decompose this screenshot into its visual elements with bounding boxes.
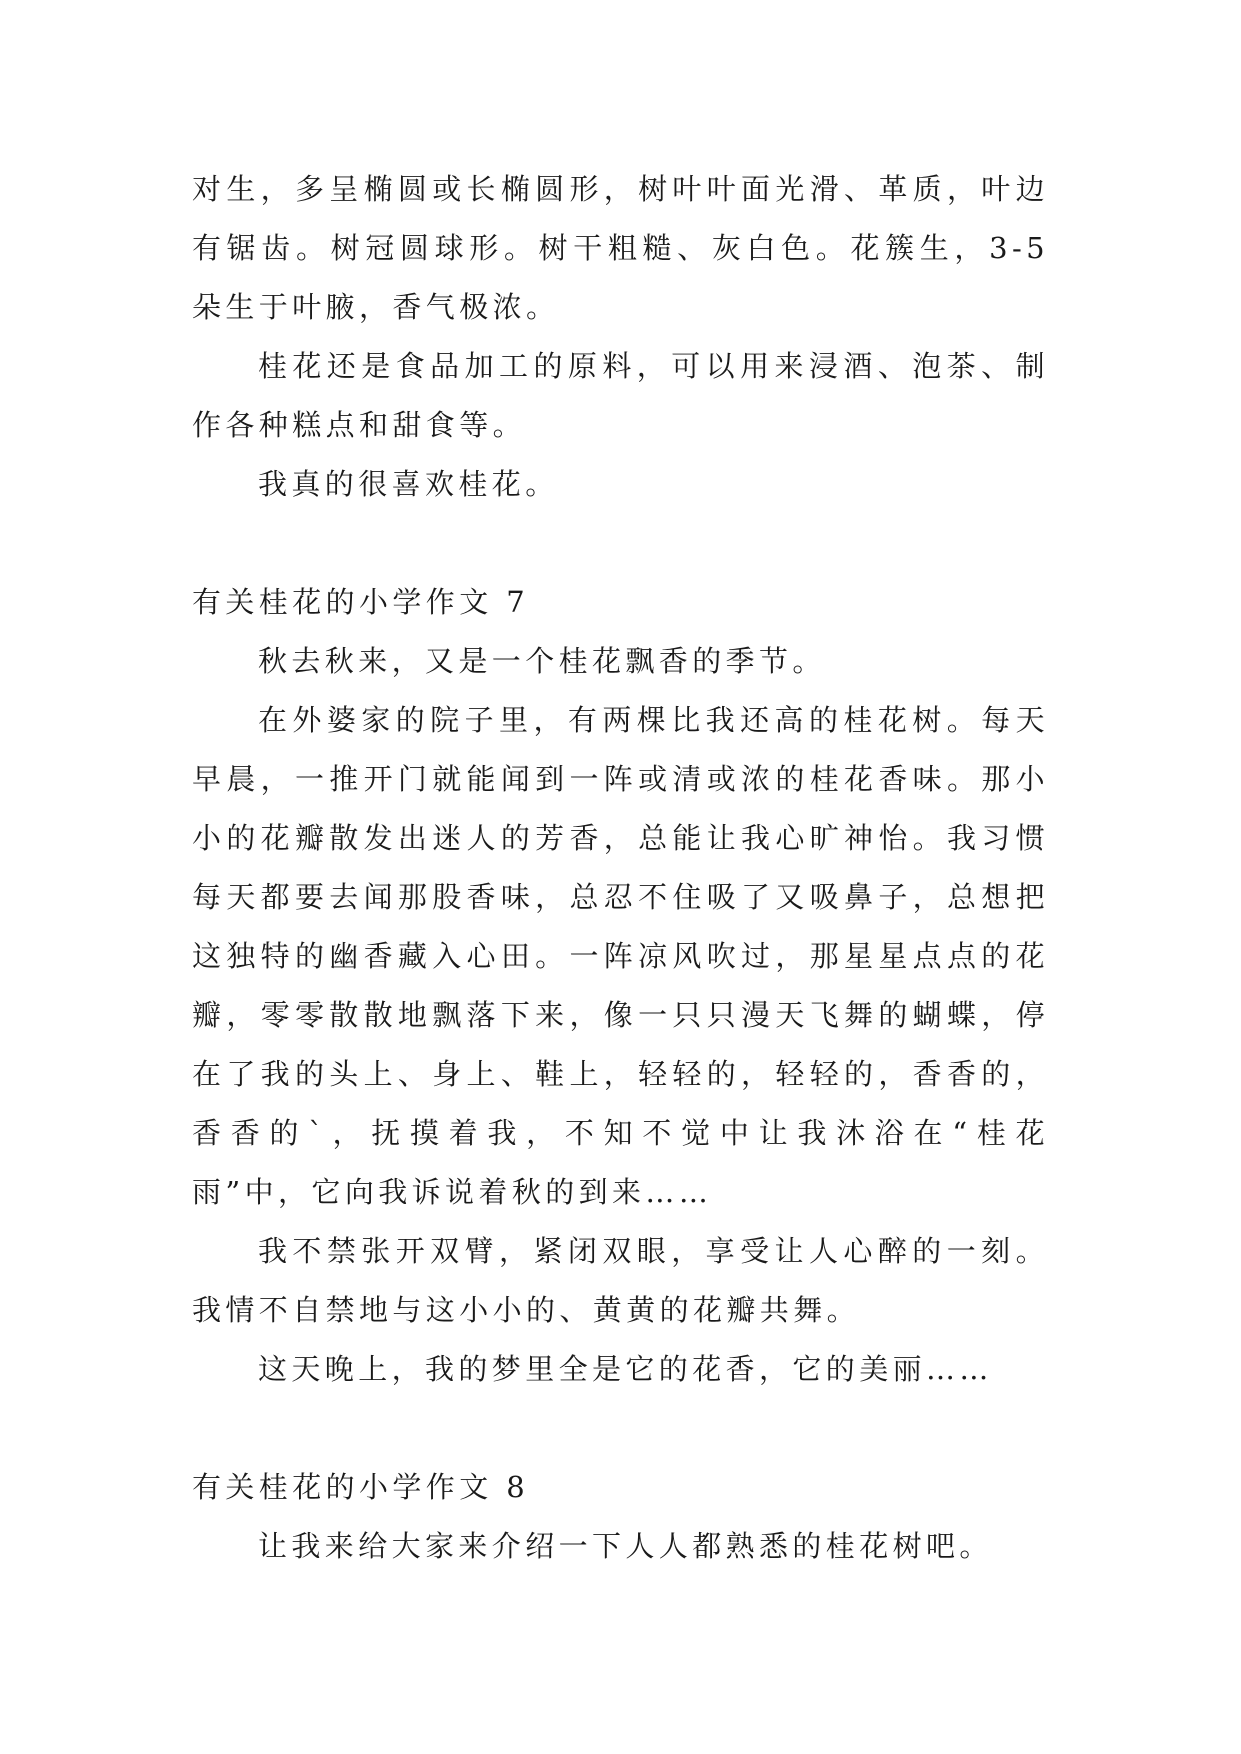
section-spacer: [192, 514, 1049, 573]
section-8-paragraph: 让我来给大家来介绍一下人人都熟悉的桂花树吧。: [258, 1529, 993, 1563]
paragraph-leaf-description: 对生，多呈椭圆或长椭圆形，树叶叶面光滑、革质，叶边有锯齿。树冠圆球形。树干粗糙、灰白色。花簇生，3-5 朵生于叶腋，香气极浓。: [192, 172, 1049, 324]
section-8-title: 有关桂花的小学作文 8: [192, 1470, 530, 1504]
section-7-paragraph: 我不禁张开双臂，紧闭双眼，享受让人心醉的一刻。我情不自禁地与这小小的、黄黄的花瓣共舞。: [192, 1234, 1049, 1327]
section-7-title: 有关桂花的小学作文 7: [192, 585, 530, 619]
section-7-paragraph: 这天晚上，我的梦里全是它的花香，它的美丽……: [258, 1352, 993, 1386]
section-spacer: [192, 1399, 1049, 1458]
paragraph-food-use: 桂花还是食品加工的原料，可以用来浸酒、泡茶、制作各种糕点和甜食等。: [192, 349, 1049, 442]
document-body: [192, 160, 1049, 1576]
section-7-paragraph: 秋去秋来，又是一个桂花飘香的季节。: [258, 644, 826, 678]
paragraph-like-osmanthus: 我真的很喜欢桂花。: [258, 467, 559, 501]
section-7-paragraph: 在外婆家的院子里，有两棵比我还高的桂花树。每天早晨，一推开门就能闻到一阵或清或浓的桂花香味。那小小的花瓣散发出迷人的芳香，总能让我心旷神怡。我习惯每天都要去闻那股香味，总忍不住吸了又吸鼻子，总想把这独特的幽香藏入心田。一阵凉风吹过，那星星点点的花瓣，零零散散地飘落下来，像一只只漫天飞舞的蝴蝶，停在了我的头上、身上、鞋上，轻轻的，轻轻的，香香的，香香的`，抚摸着我，不知不觉中让我沐浴在“桂花雨”中，它向我诉说着秋的到来……: [192, 703, 1049, 1209]
